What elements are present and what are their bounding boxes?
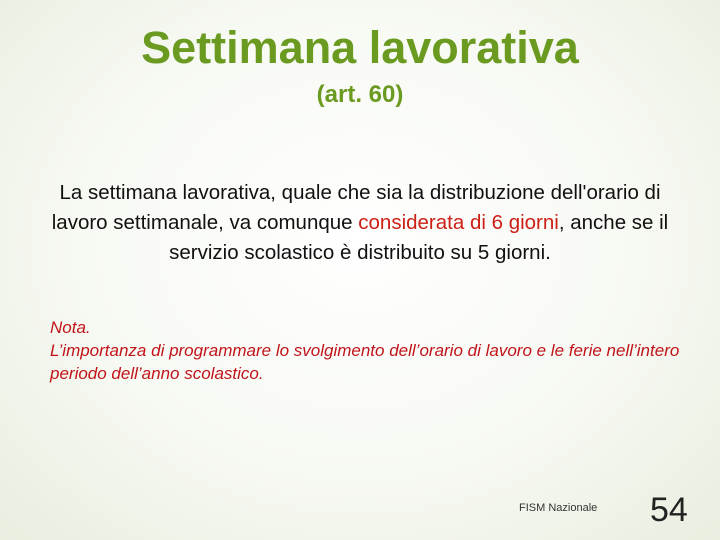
body-highlight: considerata di 6 giorni bbox=[358, 211, 559, 234]
page-number: 54 bbox=[650, 491, 688, 529]
note-text: L’importanza di programmare lo svolgimento dell’orario di lavoro e le ferie nell’intero periodo dell’anno scolastico. bbox=[50, 341, 680, 383]
slide-subtitle: (art. 60) bbox=[316, 81, 404, 108]
footer-text: FISM Nazionale bbox=[519, 502, 598, 514]
slide-title: Settimana lavorativa bbox=[141, 22, 579, 73]
body-text-end: , anche se il servizio scolastico è distribuito su 5 giorni. bbox=[169, 211, 669, 264]
note-block bbox=[50, 316, 690, 385]
body-text-start: La settimana lavorativa, quale che sia la distribuzione dell'orario di lavoro settimanale, va comunque bbox=[51, 181, 661, 234]
note-heading: Nota. bbox=[50, 318, 91, 337]
body-paragraph bbox=[36, 178, 684, 268]
